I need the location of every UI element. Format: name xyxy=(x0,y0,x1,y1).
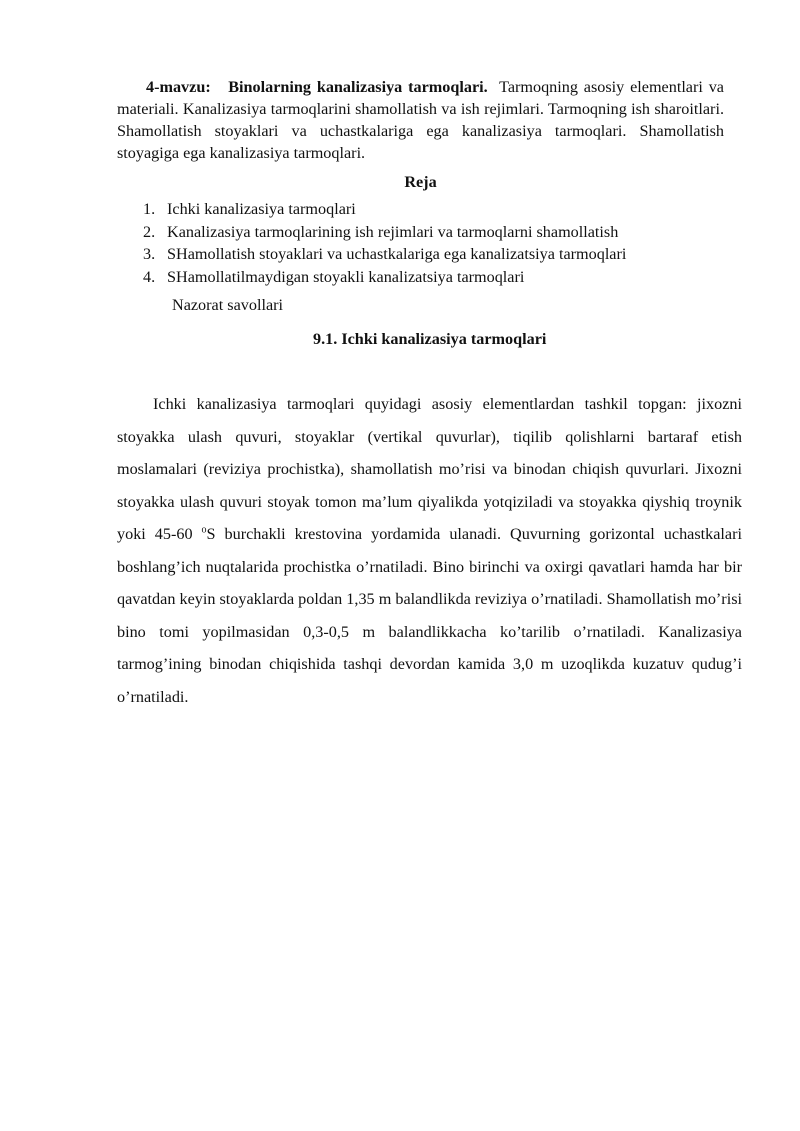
topic-description: Tarmoqning asosiy elementlari va materiali. Kanalizasiya tarmoqlarini shamollatish va ish rejimlari. Tarmoqning ish sharoitlari. Shamollatish stoyaklari va uchastkalariga ega kanalizasiya tarmoqlari. Shamollatish stoyagiga ega kanalizasiya tarmoqlari. xyxy=(117,78,724,162)
plan-item xyxy=(117,243,724,266)
body-text-part2: S burchakli krestovina yordamida ulanadi. Quvurning gorizontal uchastkalari boshlang’ich nuqtalarida prochistka o’rnatiladi. Bino birinchi va oxirgi qavatlari hamda har bir qavatdan keyin stoyaklarda poldan 1,35 m balandlikda reviziya o’rnatiladi. Shamollatish mo’risi bino tomi yopilmasidan 0,3-0,5 m balandlikkacha ko’tarilib o’rnatiladi. Kanalizasiya tarmog’ining binodan chiqishida tashqi devordan kamida 3,0 m uzoqlikda kuzatuv qudug’i o’rnatiladi. xyxy=(117,525,742,706)
plan-item xyxy=(117,221,724,244)
section-body xyxy=(117,388,742,713)
section-title: 9.1. Ichki kanalizasiya tarmoqlari xyxy=(313,330,547,348)
document-page xyxy=(117,76,742,713)
topic-paragraph xyxy=(117,76,724,164)
plan-item xyxy=(117,198,724,221)
control-questions: Nazorat savollari xyxy=(172,296,284,314)
plan-item-number: 3. xyxy=(143,245,156,263)
plan-item-text: SHamollatilmaydigan stoyakli kanalizatsiya tarmoqlari xyxy=(167,267,525,286)
plan-item-number: 4. xyxy=(143,267,156,286)
plan-title: Reja xyxy=(404,173,437,191)
topic-label: 4-mavzu: xyxy=(146,78,211,96)
plan-item xyxy=(117,266,724,289)
topic-title: Binolarning kanalizasiya tarmoqlari. xyxy=(228,78,488,96)
body-text-part1: Ichki kanalizasiya tarmoqlari quyidagi asosiy elementlardan tashkil topgan: jixozni stoyakka ulash quvuri, stoyaklar (vertikal quvurlar), tiqilib qolishlarni bartaraf etish moslamalari (reviziya prochistka), shamollatish mo’risi va binodan chiqish quvurlari. Jixozni stoyakka ulash quvuri stoyak tomon ma’lum qiyalikda yotqiziladi va stoyakka qiyshiq troynik yoki 45-60 xyxy=(117,395,742,543)
plan-item-number: 2. xyxy=(143,222,156,241)
plan-item-number: 1. xyxy=(143,200,156,218)
plan-item-text: SHamollatish stoyaklari va uchastkalariga ega kanalizatsiya tarmoqlari xyxy=(167,245,627,263)
degree-mark: o xyxy=(201,524,207,536)
plan-item-text: Kanalizasiya tarmoqlarining ish rejimlari va tarmoqlarni shamollatish xyxy=(167,222,619,241)
plan-item-text: Ichki kanalizasiya tarmoqlari xyxy=(167,200,356,218)
plan-list xyxy=(117,198,724,288)
